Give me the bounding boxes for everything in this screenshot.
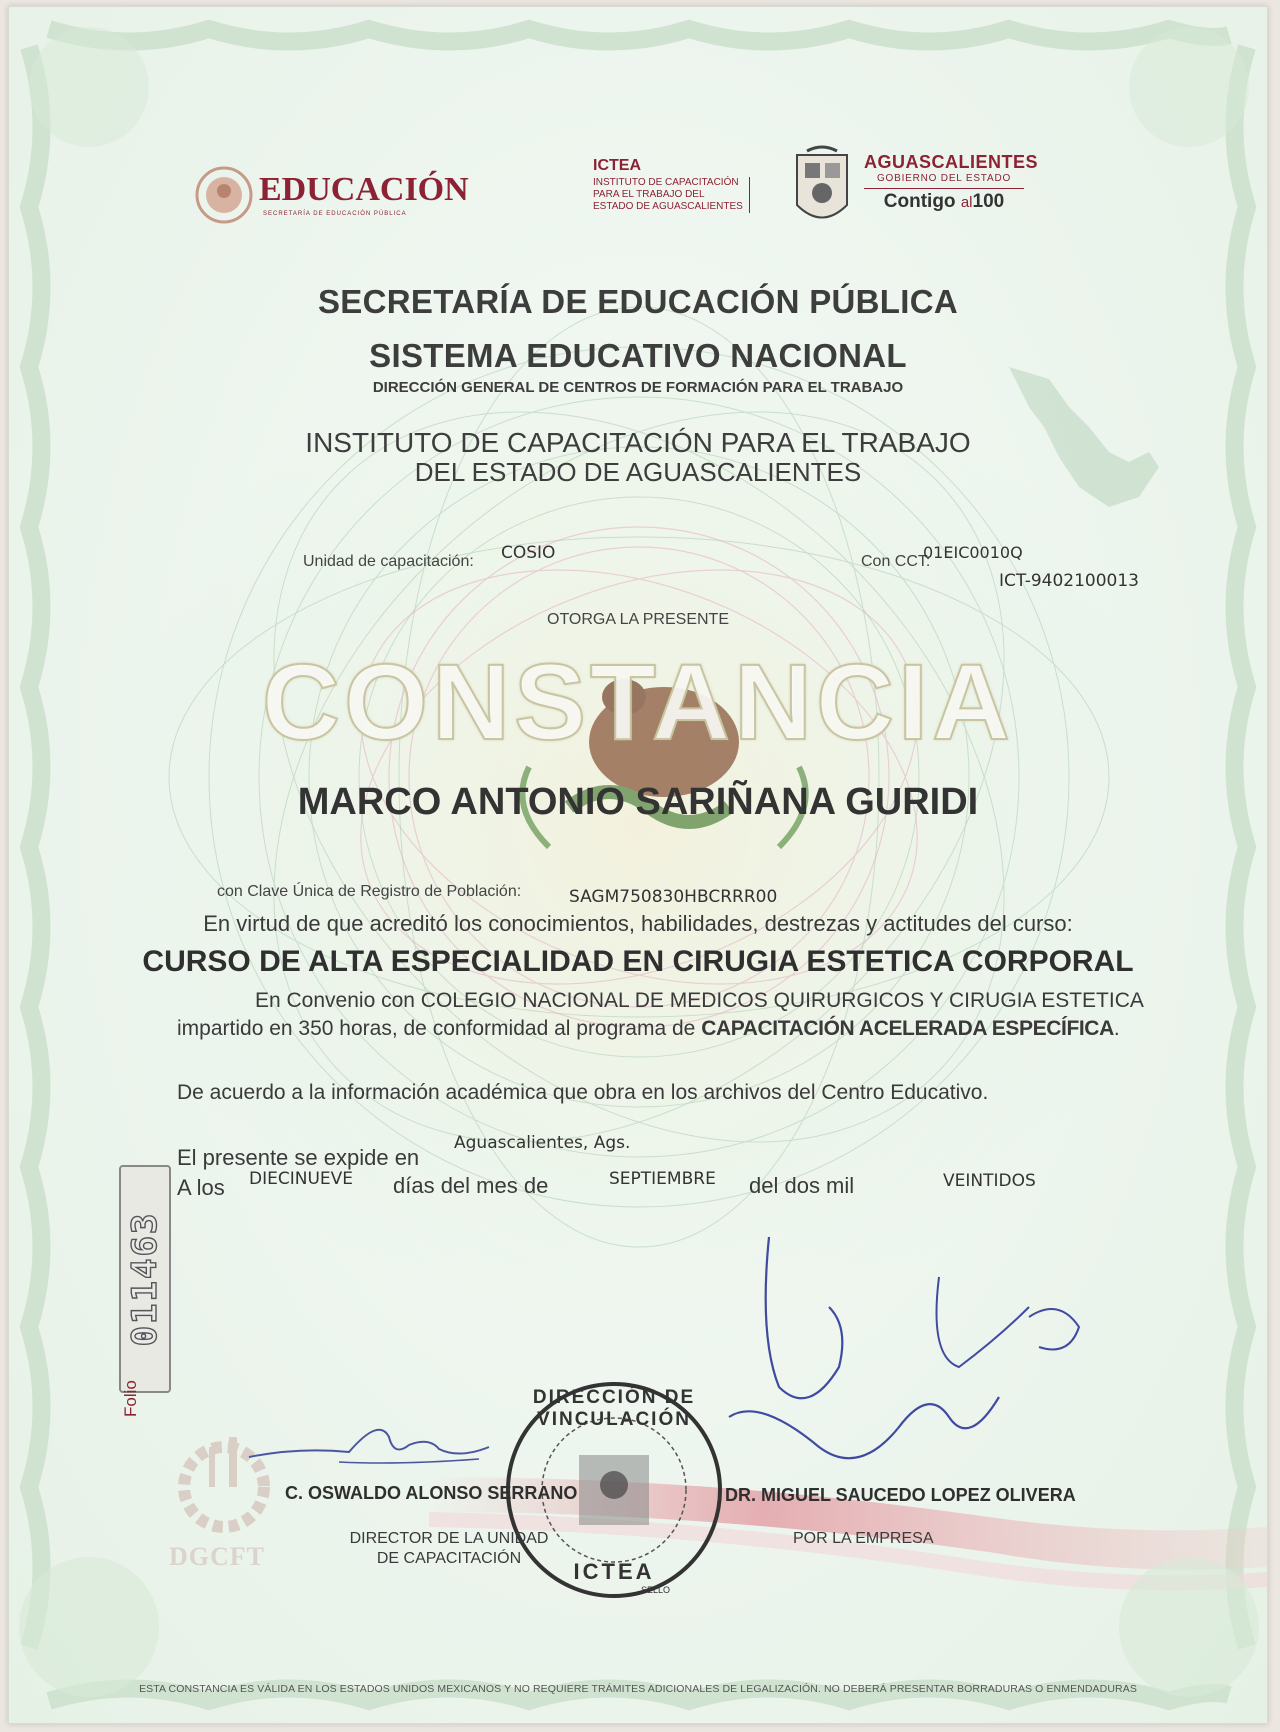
ictea-logo-title: ICTEA (593, 157, 641, 174)
folio-label: Folio (121, 1380, 140, 1417)
month-label: días del mes de (393, 1173, 549, 1198)
agreement-value: COLEGIO NACIONAL DE MEDICOS QUIRURGICOS Y CIRUGIA ESTETICA (420, 989, 1144, 1012)
year-label: del dos mil (749, 1173, 855, 1198)
agreement-label: En Convenio con (255, 989, 415, 1012)
ictea-line-2: PARA EL TRABAJO DEL (593, 189, 705, 200)
signature-left-role-line2: DE CAPACITACIÓN (376, 1550, 522, 1567)
unit-value: COSIO (501, 543, 556, 563)
signature-right-name: DR. MIGUEL SAUCEDO LOPEZ OLIVERA (725, 1485, 1076, 1505)
aguascalientes-title: AGUASCALIENTES (864, 152, 1039, 172)
signature-left-role-line1: DIRECTOR DE LA UNIDAD (349, 1530, 549, 1547)
eagle-seal-icon (194, 165, 254, 225)
header-line-3: DIRECCIÓN GENERAL DE CENTROS DE FORMACIÓN PARA EL TRABAJO (372, 379, 904, 396)
constancia-title: CONSTANCIA (262, 641, 1014, 762)
hours-line (177, 1017, 1120, 1041)
records-text: De acuerdo a la información académica que obra en los archivos del Centro Educativo. (177, 1081, 989, 1104)
header-line-5: DEL ESTADO DE AGUASCALIENTES (414, 457, 862, 487)
header-line-1: SECRETARÍA DE EDUCACIÓN PÚBLICA (318, 283, 958, 320)
curp-value: SAGM750830HBCRRR00 (569, 887, 778, 907)
program-period: . (1113, 1017, 1120, 1040)
grants-text: OTORGA LA PRESENTE (547, 611, 729, 628)
aguascalientes-tagline (864, 188, 1024, 213)
aguascalientes-subtitle: GOBIERNO DEL ESTADO (876, 173, 1012, 184)
program-name: CAPACITACIÓN ACELERADA ESPECÍFICA (701, 1017, 1114, 1040)
ictea-line-1: INSTITUTO DE CAPACITACIÓN (593, 177, 739, 188)
header-line-4: INSTITUTO DE CAPACITACIÓN PARA EL TRABAJO (305, 427, 971, 458)
dgcft-text: DGCFT (169, 1542, 265, 1571)
ictea-line-3: ESTADO DE AGUASCALIENTES (593, 201, 743, 212)
recipient-name: MARCO ANTONIO SARIÑANA GURIDI (297, 781, 979, 823)
seal-top-text: DIRECCIÓN DE VINCULACIÓN (532, 1387, 696, 1430)
place-label: El presente se expide en (177, 1145, 420, 1170)
cct-label: Con CCT: (861, 553, 931, 570)
aguascalientes-logo (864, 152, 1039, 213)
hours-post: horas, de conformidad al programa de (339, 1017, 696, 1040)
signature-scribble-right (699, 1217, 1119, 1497)
footer-legal-text: ESTA CONSTANCIA ES VÁLIDA EN LOS ESTADOS UNIDOS MEXICANOS Y NO REQUIERE TRÁMITES ADICIONALES DE LEGALIZACIÓN. NO DEBERÁ PRESENTAR BORRADURAS O ENMENDADURAS (139, 1683, 1137, 1695)
agreement-line (255, 989, 1144, 1013)
curp-label: con Clave Única de Registro de Población: (217, 883, 522, 900)
tagline-contigo: Contigo (883, 191, 956, 212)
seal-small-text: SELLO (641, 1585, 671, 1595)
seal-bottom-text: ICTEA (573, 1559, 655, 1584)
tagline-100: 100 (972, 191, 1005, 212)
ictea-logo-text (593, 177, 750, 213)
day-label: A los (177, 1175, 225, 1200)
unit-label: Unidad de capacitación: (303, 553, 474, 570)
day-value: DIECINUEVE (249, 1169, 354, 1189)
place-value: Aguascalientes, Ags. (454, 1133, 631, 1153)
cct-value: 01EIC0010Q (923, 543, 1023, 562)
hours-value: 350 (298, 1017, 334, 1040)
signature-left-role (339, 1529, 559, 1569)
hours-pre: impartido en (177, 1017, 293, 1040)
educacion-logo-title: EDUCACIÓN (259, 171, 469, 208)
ict-code: ICT-9402100013 (999, 571, 1140, 591)
header-line-2: SISTEMA EDUCATIVO NACIONAL (369, 337, 907, 374)
year-value: VEINTIDOS (943, 1171, 1036, 1191)
educacion-logo-subtitle: SECRETARÍA DE EDUCACIÓN PÚBLICA (263, 211, 407, 217)
certificate-page (8, 6, 1268, 1724)
signature-scribble-left (239, 1407, 499, 1477)
tagline-al: al (960, 194, 973, 211)
signature-left-name: C. OSWALDO ALONSO SERRANO (285, 1483, 578, 1503)
aguascalientes-shield-icon (787, 145, 857, 235)
statement-text: En virtud de que acreditó los conocimientos, habilidades, destrezas y actitudes del curso: (203, 911, 1073, 936)
course-name: CURSO DE ALTA ESPECIALIDAD EN CIRUGIA ESTETICA CORPORAL (142, 945, 1134, 978)
folio-number: 011463 (125, 1211, 165, 1347)
signature-right-role: POR LA EMPRESA (793, 1530, 934, 1547)
month-value: SEPTIEMBRE (609, 1169, 716, 1189)
